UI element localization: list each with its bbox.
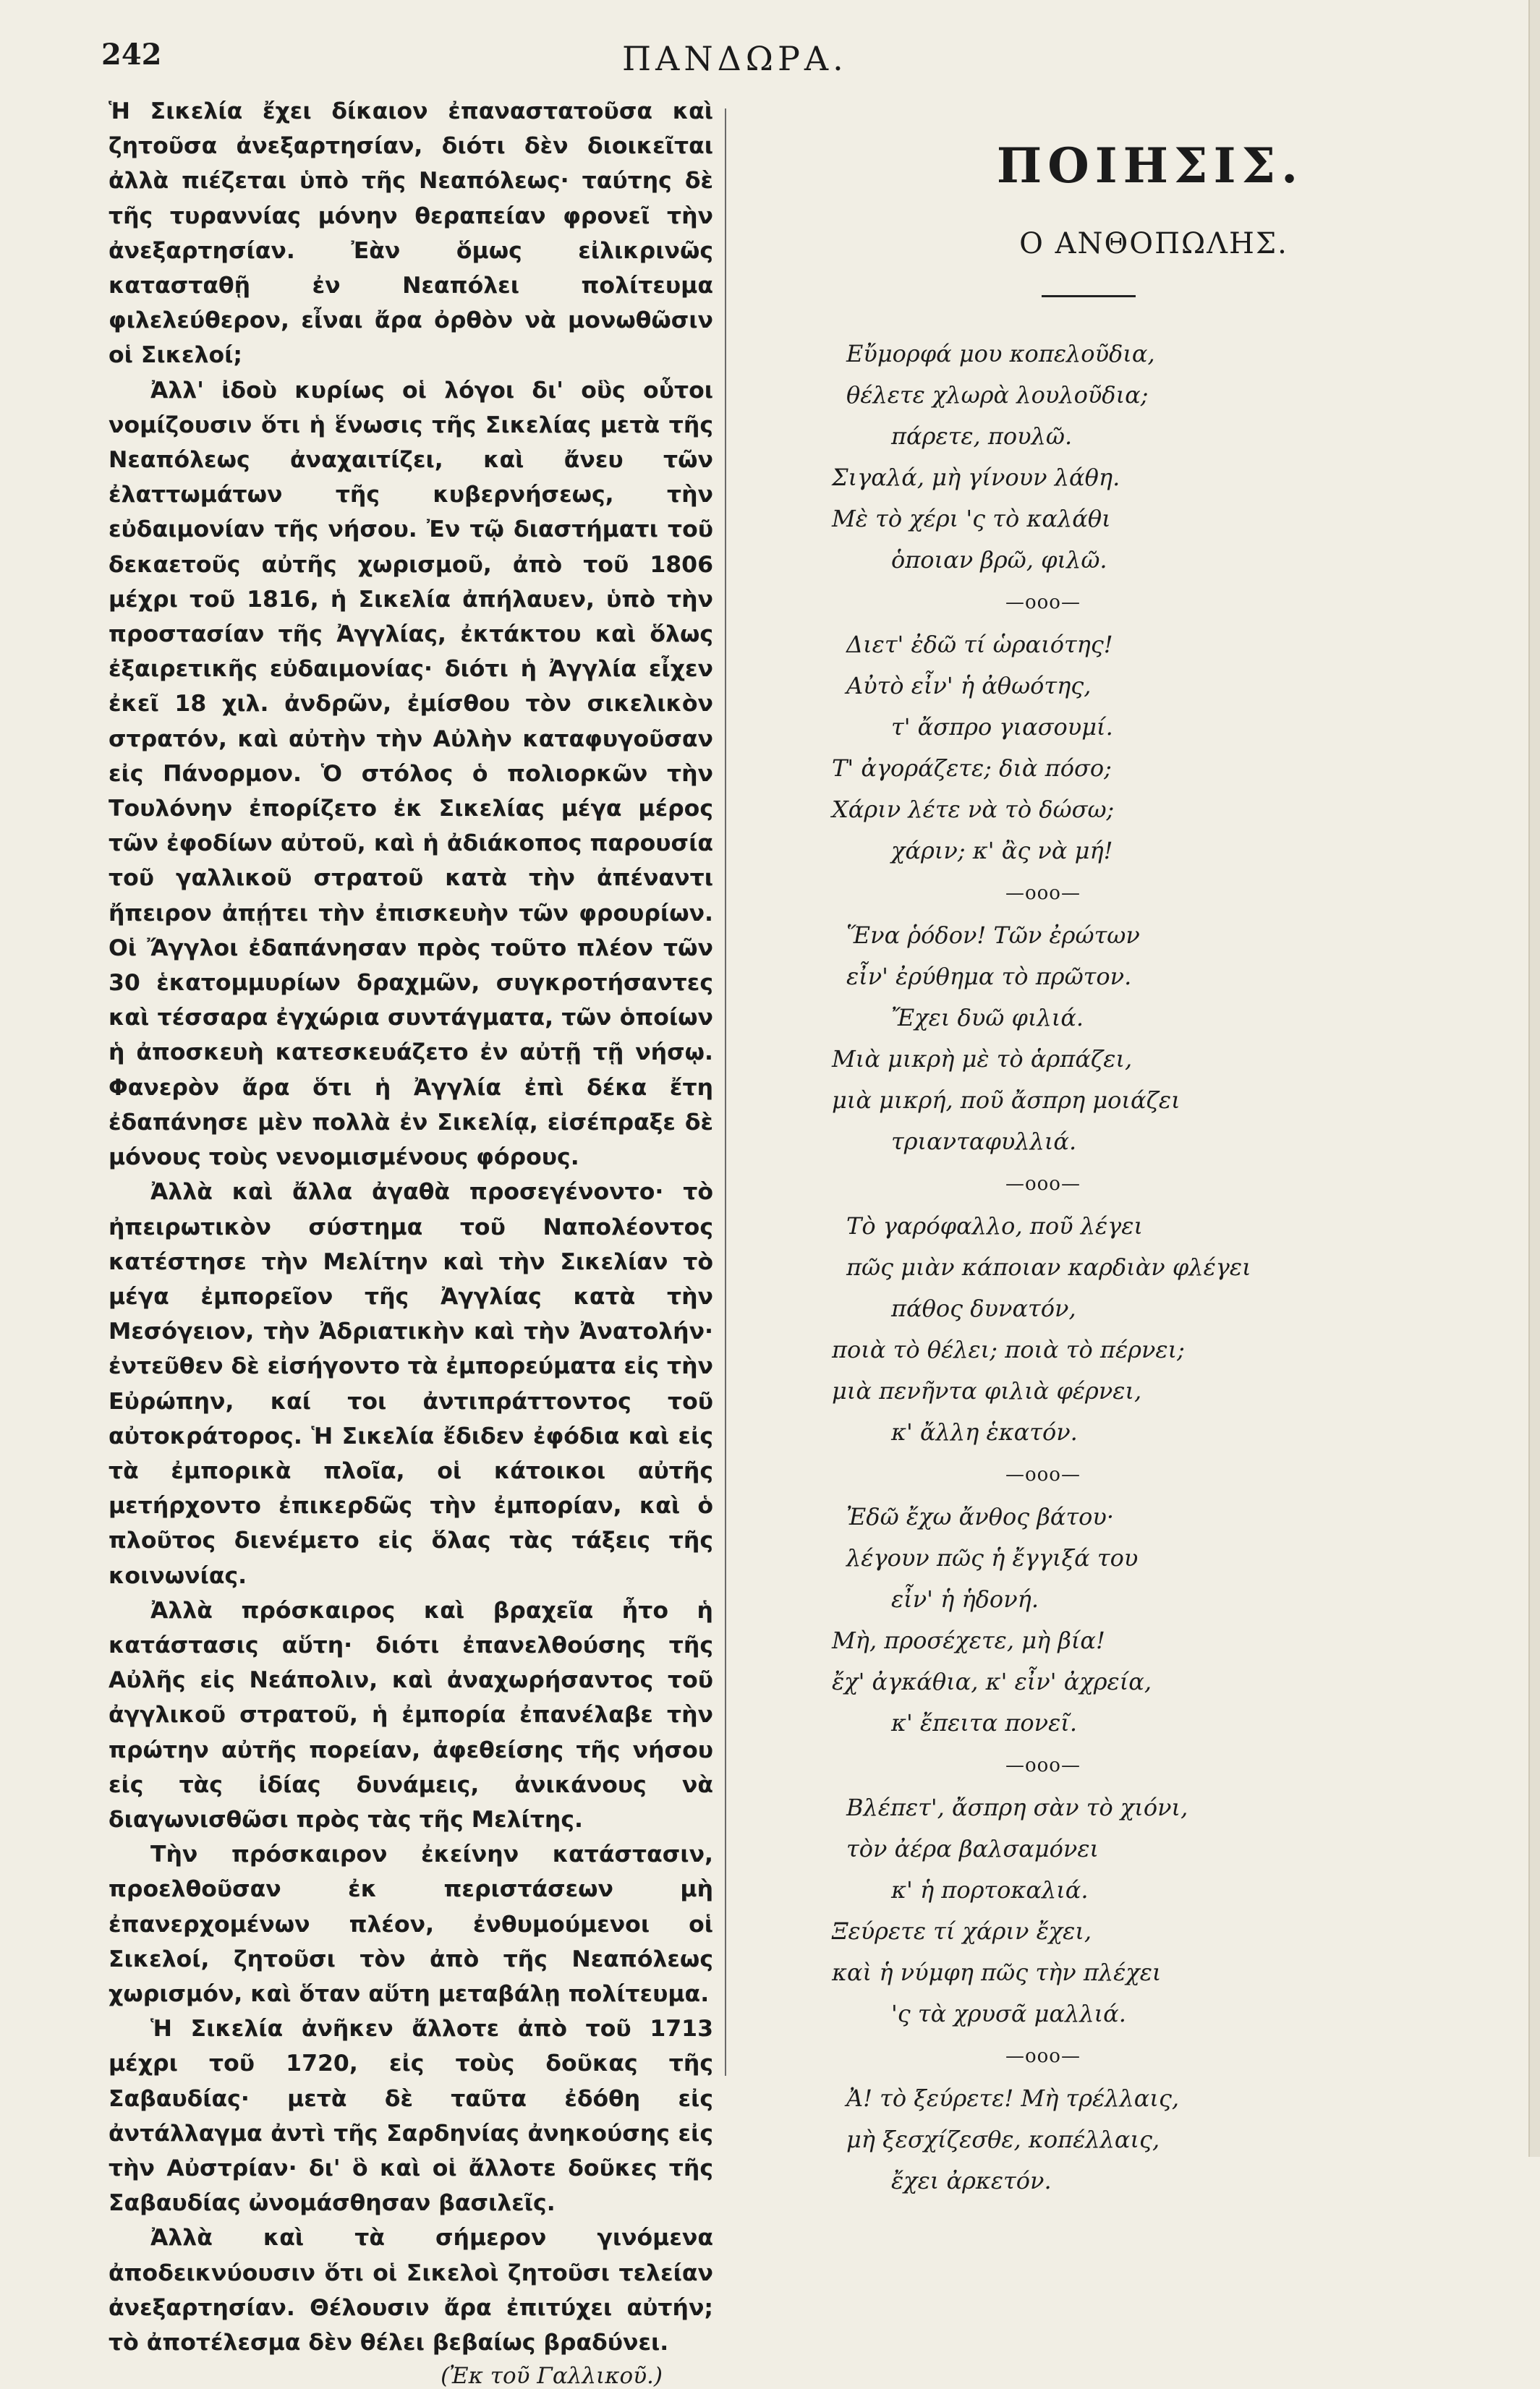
stanza-separator: —οοο— [1005, 2045, 1081, 2067]
poem-line: μὴ ξεσχίζεσθε, κοπέλλαις, [846, 2126, 1160, 2153]
poem-line: τ' ἄσπρο γιασουμί. [891, 713, 1113, 741]
poem [796, 333, 1447, 2202]
poem-line: Βλέπετ', ἄσπρη σὰν τὸ χιόνι, [846, 1794, 1188, 1821]
stanza-separator: —οοο— [1005, 1173, 1081, 1195]
stanza [796, 1787, 1447, 2035]
source-note: (Ἐκ τοῦ Γαλλικοῦ.) [441, 2363, 663, 2389]
article-paragraph: Ἡ Σικελία ἀνῆκεν ἄλλοτε ἀπὸ τοῦ 1713 μέχρι τοῦ 1720, εἰς τοὺς δοῦκας τῆς Σαβαυδίας· μετὰ δὲ ταῦτα ἐδόθη εἰς ἀντάλλαγμα ἀντὶ τῆς Σαρδηνίας ἀνηκούσης εἰς τὴν Αὐστρίαν· δι' ὃ καὶ οἱ ἄλλοτε δοῦκες τῆς Σαβαυδίας ὠνομάσθησαν βασιλεῖς. [109, 2016, 713, 2217]
article-paragraph: Ἡ Σικελία ἔχει δίκαιον ἐπαναστατοῦσα καὶ ζητοῦσα ἀνεξαρτησίαν, διότι δὲν διοικεῖται ἀλλὰ πιέζεται ὑπὸ τῆς Νεαπόλεως· ταύτης δὲ τῆς τυραννίας μόνην θεραπείαν φρονεῖ τὴν ἀνεξαρτησίαν. Ἐὰν ὅμως εἰλικρινῶς κατασταθῇ ἐν Νεαπόλει πολίτευμα φιλελεύθερον, εἶναι ἄρα ὀρθὸν νὰ μονωθῶσιν οἱ Σικελοί; [109, 98, 713, 369]
poem-line: ἔχ' ἀγκάθια, κ' εἶν' ἀχρεία, [832, 1668, 1152, 1695]
poem-line: πῶς μιὰν κάποιαν καρδιὰν φλέγει [846, 1253, 1251, 1281]
poem-line: Αὐτὸ εἶν' ἡ ἀθωότης, [846, 672, 1092, 699]
poem-line: Μιὰ μικρὴ μὲ τὸ ἁρπάζει, [832, 1045, 1133, 1073]
poem-line: Διετ' ἐδῶ τί ὡραιότης! [846, 631, 1113, 658]
poem-line: Ξεύρετε τί χάριν ἔχει, [832, 1917, 1092, 1945]
article-paragraph: Ἀλλὰ καὶ ἄλλα ἀγαθὰ προσεγένοντο· τὸ ἠπειρωτικὸν σύστημα τοῦ Ναπολέοντος κατέστησε τὴν Μελίτην καὶ τὴν Σικελίαν τὸ μέγα ἐμπορεῖον τῆς Ἀγγλίας κατὰ τὴν Μεσόγειον, τὴν Ἀδριατικὴν καὶ τὴν Ἀνατολήν· ἐντεῦθεν δὲ εἰσήγοντο τὰ ἐμπορεύματα εἰς τὴν Εὐρώπην, καί τοι ἀντιπράττοντος τοῦ αὐτοκράτορος. Ἡ Σικελία ἔδιδεν ἐφόδια καὶ εἰς τὰ ἐμπορικὰ πλοῖα, οἱ κάτοικοι αὐτῆς μετήρχοντο ἐπικερδῶς τὴν ἐμπορίαν, καὶ ὁ πλοῦτος διενέμετο εἰς ὅλας τὰς τάξεις τῆς κοινωνίας. [109, 1179, 713, 1589]
poem-line: Εὔμορφά μου κοπελοῦδια, [846, 340, 1155, 367]
poem-line: εἶν' ἡ ἡδονή. [891, 1585, 1039, 1613]
stanza [796, 1206, 1447, 1453]
poem-line: Σιγαλά, μὴ γίνουν λάθη. [832, 464, 1120, 491]
poem-line: πάρετε, πουλῶ. [891, 422, 1073, 450]
article-column [109, 94, 713, 2389]
column-divider [725, 108, 726, 2076]
stanza-separator: —οοο— [1005, 1755, 1081, 1776]
poem-line: ὁποιαν βρῶ, φιλῶ. [891, 546, 1107, 574]
poem-line: εἶν' ἐρύθημα τὸ πρῶτον. [846, 963, 1132, 990]
page-edge [1530, 0, 1540, 2157]
title-rule [1042, 295, 1136, 297]
stanza [796, 333, 1447, 581]
poem-line: Ἀ! τὸ ξεύρετε! Μὴ τρέλλαις, [846, 2084, 1180, 2112]
poem-line: καὶ ἡ νύμφη πῶς τὴν πλέχει [832, 1959, 1162, 1986]
article-paragraph: Τὴν πρόσκαιρον ἐκείνην κατάστασιν, προελθοῦσαν ἐκ περιστάσεων μὴ ἐπανερχομένων πλέον, ἐνθυμούμενοι οἱ Σικελοί, ζητοῦσι τὸν ἀπὸ τῆς Νεαπόλεως χωρισμόν, καὶ ὅταν αὕτη μεταβάλῃ πολίτευμα. [109, 1841, 713, 2007]
poem-line: λέγουν πῶς ἡ ἔγγιξά του [846, 1544, 1139, 1572]
poem-title: Ο ΑΝΘΟΠΩΛΗΣ. [1019, 227, 1288, 260]
poem-line: τὸν ἀέρα βαλσαμόνει [846, 1835, 1099, 1862]
poem-line: κ' ἡ πορτοκαλιά. [891, 1876, 1089, 1904]
poem-line: κ' ἄλλη ἑκατόν. [891, 1418, 1078, 1446]
poem-line: Τ' ἀγοράζετε; διὰ πόσο; [832, 754, 1112, 782]
poem-line: θέλετε χλωρὰ λουλοῦδια; [846, 381, 1149, 409]
poem-line: Τὸ γαρόφαλλο, ποῦ λέγει [846, 1212, 1143, 1240]
poem-line: πάθος δυνατόν, [891, 1295, 1076, 1322]
stanza [796, 1496, 1447, 1744]
section-heading: ΠΟΙΗΣΙΣ. [996, 137, 1304, 194]
page-edge-line [1528, 0, 1530, 2157]
article-paragraph: Ἀλλὰ πρόσκαιρος καὶ βραχεῖα ἦτο ἡ κατάστασις αὕτη· διότι ἐπανελθούσης τῆς Αὐλῆς εἰς Νεάπολιν, καὶ ἀναχωρήσαντος τοῦ ἀγγλικοῦ στρατοῦ, ἡ ἐμπορία ἐπανέλαβε τὴν πρώτην αὐτῆς πορείαν, ἀφεθείσης τῆς νήσου εἰς τὰς ἰδίας δυνάμεις, ἀνικάνους νὰ διαγωνισθῶσι πρὸς τὰς τῆς Μελίτης. [109, 1597, 713, 1833]
poem-line: Μὴ, προσέχετε, μὴ βία! [832, 1627, 1105, 1654]
poem-line: Ἕνα ῥόδον! Τῶν ἐρώτων [846, 921, 1140, 949]
poem-line: χάριν; κ' ἂς νὰ μή! [891, 837, 1113, 864]
article-paragraph: Ἀλλὰ καὶ τὰ σήμερον γινόμενα ἀποδεικνύουσιν ὅτι οἱ Σικελοὶ ζητοῦσι τελείαν ἀνεξαρτησίαν. Θέλουσιν ἄρα ἐπιτύχει αὐτήν; τὸ ἀποτέλεσμα δὲν θέλει βεβαίως βραδύνει. [109, 2225, 713, 2356]
poem-line: ἔχει ἀρκετόν. [891, 2167, 1052, 2194]
stanza-separator: —οοο— [1005, 882, 1081, 904]
stanza-separator: —οοο— [1005, 592, 1081, 613]
article-paragraph: Ἀλλ' ἰδοὺ κυρίως οἱ λόγοι δι' οὓς οὗτοι νομίζουσιν ὅτι ἡ ἕνωσις τῆς Σικελίας μετὰ τῆς Νεαπόλεως ἀναχαιτίζει, καὶ ἄνευ τῶν ἐλαττωμάτων τῆς κυβερνήσεως, τὴν εὐδαιμονίαν τῆς νήσου. Ἐν τῷ διαστήματι τοῦ δεκαετοῦς αὐτῆς χωρισμοῦ, ἀπὸ τοῦ 1806 μέχρι τοῦ 1816, ἡ Σικελία ἀπήλαυεν, ὑπὸ τὴν προστασίαν τῆς Ἀγγλίας, ἐκτάκτου καὶ ὅλως ἐξαιρετικῆς εὐδαιμονίας· διότι ἡ Ἀγγλία εἶχεν ἐκεῖ 18 χιλ. ἀνδρῶν, ἐμίσθου τὸν σικελικὸν στρατόν, καὶ αὐτὴν τὴν Αὐλὴν καταφυγοῦσαν εἰς Πάνορμον. Ὁ στόλος ὁ πολιορκῶν τὴν Τουλόνην ἐπορίζετο ἐκ Σικελίας μέγα μέρος τῶν ἐφοδίων αὐτοῦ, καὶ ἡ ἀδιάκοπος παρουσία τοῦ γαλλικοῦ στρατοῦ κατὰ τὴν ἀπέναντι ἤπειρον ἀπῄτει τὴν ἐπισκευὴν τῶν φρουρίων. Οἱ Ἄγγλοι ἐδαπάνησαν πρὸς τοῦτο πλέον τῶν 30 ἑκατομμυρίων δραχμῶν, συγκροτήσαντες καὶ τέσσαρα ἐγχώρια συντάγματα, τῶν ὁποίων ἡ ἀποσκευὴ κατεσκευάζετο ἐν αὐτῇ τῇ νήσῳ. Φανερὸν ἄρα ὅτι ἡ Ἀγγλία ἐπὶ δέκα ἔτη ἐδαπάνησε μὲν πολλὰ ἐν Σικελίᾳ, εἰσέπραξε δὲ μόνους τοὺς νενομισμένους φόρους. [109, 377, 713, 1171]
poem-line: Χάριν λέτε νὰ τὸ δώσω; [832, 796, 1115, 823]
stanza [796, 915, 1447, 1162]
poem-line: Ἔχει δυῶ φιλιά. [891, 1004, 1084, 1031]
poem-line: Ἐδῶ ἔχω ἄνθος βάτου· [846, 1503, 1115, 1530]
poem-line: ποιὰ τὸ θέλει; ποιὰ τὸ πέρνει; [832, 1336, 1185, 1363]
stanza [796, 2078, 1447, 2202]
poem-line: Μὲ τὸ χέρι 'ς τὸ καλάθι [832, 505, 1111, 532]
poem-line: κ' ἔπειτα πονεῖ. [891, 1709, 1077, 1737]
poetry-column [796, 108, 1447, 2202]
poem-line: 'ς τὰ χρυσᾶ μαλλιά. [891, 2000, 1126, 2027]
poem-line: μιὰ πενῆντα φιλιὰ φέρνει, [832, 1377, 1142, 1405]
stanza [796, 624, 1447, 872]
poem-line: τριανταφυλλιά. [891, 1128, 1077, 1155]
poem-line: μιὰ μικρή, ποῦ ἄσπρη μοιάζει [832, 1086, 1180, 1114]
running-title: ΠΑΝΔΩΡΑ. [622, 39, 848, 78]
page-number: 242 [101, 38, 162, 72]
stanza-separator: —οοο— [1005, 1464, 1081, 1486]
